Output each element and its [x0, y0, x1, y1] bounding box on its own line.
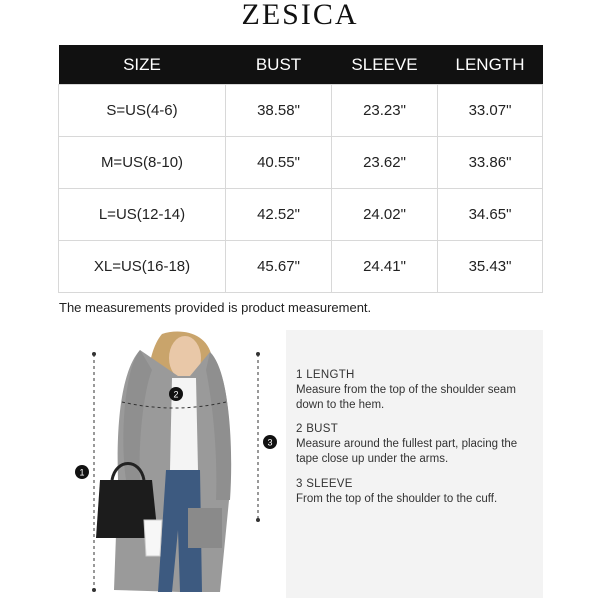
measurement-note: The measurements provided is product measurement.: [59, 300, 372, 315]
sleeve-cell: 23.23": [332, 85, 438, 137]
model-photo: [60, 330, 280, 598]
marker-length: [75, 465, 89, 479]
guide-text: Measure from the top of the shoulder seam down to the hem.: [296, 384, 516, 411]
table-row: [59, 85, 543, 137]
header-sleeve: SLEEVE: [332, 45, 438, 85]
measurement-guide-panel: [286, 330, 543, 598]
sleeve-cell: 24.02": [332, 189, 438, 241]
table-row: [59, 189, 543, 241]
table-row: [59, 137, 543, 189]
size-cell: S=US(4-6): [59, 85, 226, 137]
guide-text: From the top of the shoulder to the cuff.: [296, 493, 498, 505]
svg-text:1: 1: [79, 467, 85, 478]
table-header-row: [59, 45, 543, 85]
sleeve-cell: 23.62": [332, 137, 438, 189]
size-cell: L=US(12-14): [59, 189, 226, 241]
size-cell: XL=US(16-18): [59, 241, 226, 293]
guide-item-length: [296, 368, 516, 413]
header-size: SIZE: [59, 45, 226, 85]
svg-text:3: 3: [267, 437, 273, 448]
marker-bust: [169, 387, 183, 401]
sleeve-cell: 24.41": [332, 241, 438, 293]
table-row: [59, 241, 543, 293]
svg-text:2: 2: [173, 389, 179, 400]
length-cell: 34.65": [438, 189, 543, 241]
length-cell: 33.86": [438, 137, 543, 189]
bust-cell: 38.58": [226, 85, 332, 137]
size-cell: M=US(8-10): [59, 137, 226, 189]
guide-text: Measure around the fullest part, placing the tape close up under the arms.: [296, 438, 518, 465]
length-cell: 35.43": [438, 241, 543, 293]
brand-logo: ZESICA: [241, 0, 359, 31]
header-length: LENGTH: [438, 45, 543, 85]
header-bust: BUST: [226, 45, 332, 85]
length-cell: 33.07": [438, 85, 543, 137]
bust-cell: 42.52": [226, 189, 332, 241]
guide-item-bust: [296, 422, 526, 467]
bust-cell: 40.55": [226, 137, 332, 189]
guide-heading: 1 LENGTH: [296, 369, 355, 381]
guide-heading: 2 BUST: [296, 423, 339, 435]
bust-cell: 45.67": [226, 241, 332, 293]
guide-heading: 3 SLEEVE: [296, 478, 353, 490]
size-chart-table: [58, 45, 543, 293]
guide-item-sleeve: [296, 477, 531, 507]
marker-sleeve: [263, 435, 277, 449]
